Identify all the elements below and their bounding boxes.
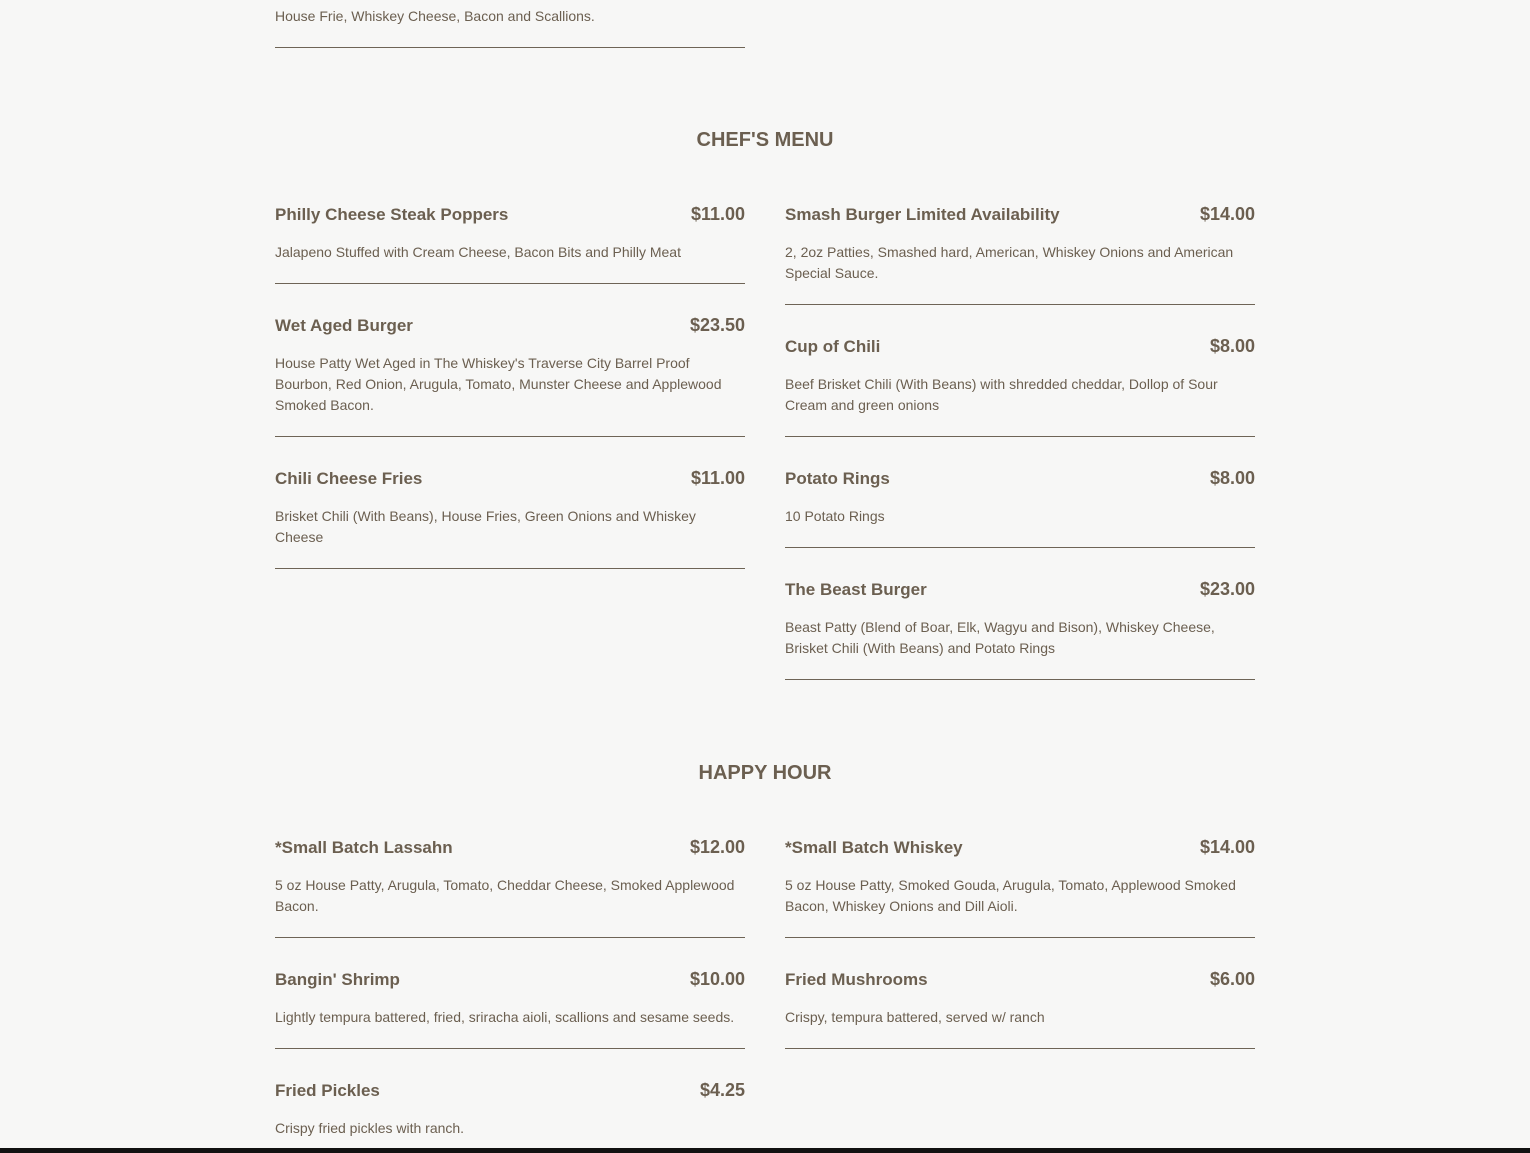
menu-item-name: The Beast Burger [785,580,927,599]
menu-item-desc: Crispy fried pickles with ranch. [275,1120,465,1136]
menu-column-left [275,836,745,1139]
menu-item-price: $8.00 [1209,336,1255,356]
menu-item-desc: Lightly tempura battered, fried, sriracha aioli, scallions and sesame seeds. [275,1009,735,1025]
menu-item-price: $23.00 [1199,579,1255,599]
menu-column-right [785,203,1255,680]
item-divider [785,679,1255,680]
menu-item-price: $14.00 [1199,204,1255,224]
menu-item-price: $4.25 [699,1080,745,1100]
menu-content [275,0,1255,1139]
menu-column-left [275,203,745,680]
item-divider [275,937,745,938]
item-divider [275,568,745,569]
menu-item-name: *Small Batch Whiskey [785,838,963,857]
menu-item [785,203,1255,305]
menu-item-price: $12.00 [689,837,745,857]
menu-item-name: *Small Batch Lassahn [275,838,453,857]
menu-item-price: $23.50 [689,315,745,335]
menu-item [275,836,745,938]
menu-item-price: $10.00 [689,969,745,989]
item-divider [275,47,745,48]
menu-item-name: Chili Cheese Fries [275,469,423,488]
menu-item [785,578,1255,680]
menu-item-price: $14.00 [1199,837,1255,857]
item-divider [275,436,745,437]
menu-item-desc: House Patty Wet Aged in The Whiskey's Traverse City Barrel Proof Bourbon, Red Onion, Arugula, Tomato, Munster Cheese and Applewood Smoked Bacon. [275,355,722,413]
section-title: HAPPY HOUR [698,762,832,784]
section-title: CHEF'S MENU [696,129,834,151]
menu-item-desc: Beef Brisket Chili (With Beans) with shredded cheddar, Dollop of Sour Cream and green onions [785,376,1218,413]
menu-item-name: Philly Cheese Steak Poppers [275,205,509,224]
menu-item-name: Cup of Chili [785,337,881,356]
menu-column-right [785,836,1255,1139]
item-divider [785,937,1255,938]
menu-item-name: Smash Burger Limited Availability [785,205,1060,224]
menu-item [275,314,745,437]
menu-item-desc: 5 oz House Patty, Arugula, Tomato, Cheddar Cheese, Smoked Applewood Bacon. [275,877,735,914]
menu-item [785,335,1255,437]
menu-item-name: Bangin' Shrimp [275,970,400,989]
menu-item [275,467,745,569]
menu-item-partial [275,0,745,48]
item-divider [785,304,1255,305]
menu-item [785,968,1255,1049]
menu-item [275,203,745,284]
menu-item-price: $11.00 [690,204,745,224]
menu-item-desc: Crispy, tempura battered, served w/ ranch [785,1009,1045,1025]
menu-item-desc: Beast Patty (Blend of Boar, Elk, Wagyu and Bison), Whiskey Cheese, Brisket Chili (With Beans) and Potato Rings [785,619,1215,656]
menu-item-price: $6.00 [1209,969,1255,989]
menu-item-desc: Jalapeno Stuffed with Cream Cheese, Bacon Bits and Philly Meat [275,244,681,260]
item-divider [275,1048,745,1049]
item-divider [785,1048,1255,1049]
menu-item-name: Fried Mushrooms [785,970,928,989]
bottom-bar [0,1148,1530,1153]
menu-item-desc: House Frie, Whiskey Cheese, Bacon and Scallions. [275,8,595,24]
menu-item-desc: 5 oz House Patty, Smoked Gouda, Arugula, Tomato, Applewood Smoked Bacon, Whiskey Onions and Dill Aioli. [785,877,1236,914]
menu-item [275,968,745,1049]
item-divider [785,547,1255,548]
menu-item [785,467,1255,548]
menu-item-desc: 10 Potato Rings [785,508,885,524]
section-happy-hour [275,762,1255,1139]
menu-item-desc: Brisket Chili (With Beans), House Fries, Green Onions and Whiskey Cheese [275,508,696,545]
menu-item-desc: 2, 2oz Patties, Smashed hard, American, Whiskey Onions and American Special Sauce. [785,244,1234,281]
section-chefs-menu [275,129,1255,680]
menu-item [785,836,1255,938]
item-divider [275,283,745,284]
menu-item-name: Potato Rings [785,469,890,488]
menu-item-price: $11.00 [690,468,745,488]
menu-item-name: Wet Aged Burger [275,316,413,335]
item-divider [785,436,1255,437]
menu-item [275,1079,745,1139]
menu-item-price: $8.00 [1209,468,1255,488]
menu-item-name: Fried Pickles [275,1081,380,1100]
